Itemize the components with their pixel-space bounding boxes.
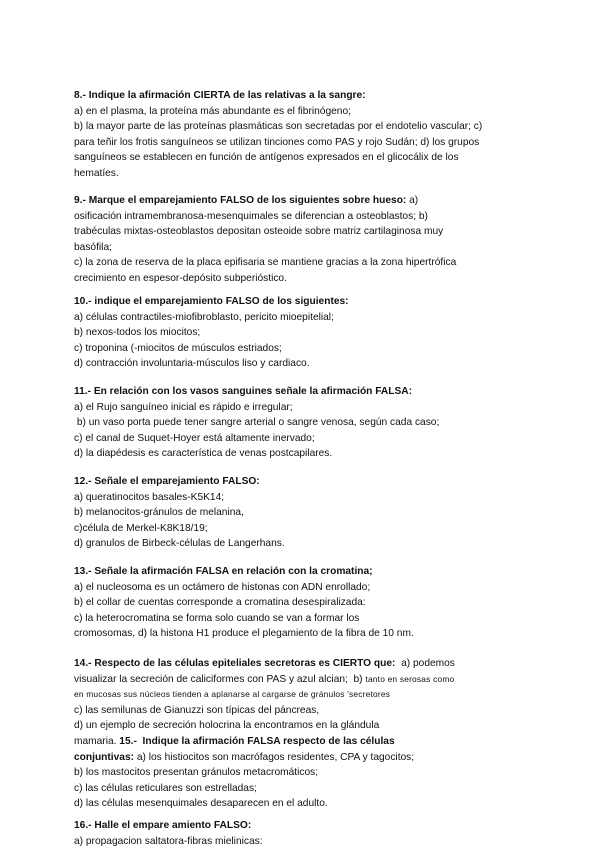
question-9-title-tail: a): [406, 195, 419, 206]
question-13-line: b) el collar de cuentas corresponde a cromatina desespiralizada:: [74, 597, 366, 609]
question-14-line1: visualizar la secreción de caliciformes con PAS y azul alcian; b): [74, 673, 366, 685]
question-16: [74, 818, 544, 849]
question-14: [74, 656, 544, 812]
question-15-title-line: [74, 750, 544, 766]
question-16-title: 16.- Halle el empare amiento FALSO:: [74, 820, 252, 831]
question-14-title-tail: a) podemos: [395, 658, 455, 669]
question-8-line: para teñir los frotis sanguíneos se utilizan tinciones como PAS y rojo Sudán; d) los grupos: [74, 136, 480, 148]
question-11-line: c) el canal de Suquet-Hoyer está altamente inervado;: [74, 432, 315, 444]
question-10-line: a) células contractiles-miofibroblasto, pericito mioepitelial;: [74, 311, 334, 323]
question-8: [74, 88, 544, 182]
question-9-line: c) la zona de reserva de la placa epifisaria se mantiene gracias a la zona hipertrófica: [74, 257, 457, 269]
question-14-line: d) un ejemplo de secreción holocrina la encontramos en la glándula: [74, 720, 380, 732]
question-11: [74, 384, 544, 462]
question-15-title-part1: 15.- Indique la afirmación FALSA respecto de las células: [119, 735, 395, 747]
question-12-title: 12.- Señale el emparejamiento FALSO:: [74, 476, 260, 487]
question-14-line: [74, 672, 544, 688]
question-9-line: trabéculas mixtas-osteoblastos depositan osteoide sobre matriz cartilaginosa muy: [74, 226, 444, 238]
question-9-title: 9.- Marque el emparejamiento FALSO de los siguientes sobre hueso:: [74, 195, 407, 206]
question-11-line: d) la diapédesis es característica de venas postcapilares.: [74, 448, 333, 460]
question-12-line: c)célula de Merkel-K8K18/19;: [74, 522, 208, 534]
question-11-line: b) un vaso porta puede tener sangre arterial o sangre venosa, según cada caso;: [74, 417, 440, 429]
question-15-line: a) los histiocitos son macrófagos residentes, CPA y tagocitos;: [134, 751, 415, 763]
question-14-line: c) las semilunas de Gianuzzi son típicas del páncreas,: [74, 704, 320, 716]
question-10-line: b) nexos-todos los miocitos;: [74, 327, 201, 339]
question-8-line: a) en el plasma, la proteína más abundante es el fibrinógeno;: [74, 105, 351, 117]
question-13-line: c) la heterocromatina se forma solo cuando se van a formar los: [74, 612, 360, 624]
question-10-line: d) contracción involuntaria-músculos liso y cardiaco.: [74, 358, 310, 370]
question-15-title-part2: conjuntivas:: [74, 751, 135, 763]
question-11-title: 11.- En relación con los vasos sanguines señale la afirmación FALSA:: [74, 386, 413, 397]
question-8-line: b) la mayor parte de las proteínas plasmáticas son secretadas por el endotelio vascular; c): [74, 121, 483, 133]
question-13-title: 13.- Señale la afirmación FALSA en relación con la cromatina;: [74, 566, 373, 577]
question-8-line: hematíes.: [74, 167, 119, 179]
question-13-line: cromosomas, d) la histona H1 produce el plegamiento de la fibra de 10 nm.: [74, 628, 414, 640]
question-15-line: d) las células mesenquimales desaparecen en el adulto.: [74, 798, 328, 810]
question-12: [74, 474, 544, 552]
question-14-title-line: [74, 656, 544, 672]
question-11-line: a) el Rujo sanguíneo inicial es rápido e irregular;: [74, 401, 293, 413]
question-14-15-line: [74, 734, 544, 750]
question-10-title: 10.- indique el emparejamiento FALSO de los siguientes:: [74, 296, 349, 307]
question-14-line1-small: tanto en serosas como: [365, 673, 455, 684]
question-12-line: a) queratinocitos basales-K5K14;: [74, 491, 225, 503]
question-9-line: crecimiento en espesor-depósito subperióstico.: [74, 272, 287, 284]
question-8-title: 8.- Indique la afirmación CIERTA de las relativas a la sangre:: [74, 90, 366, 101]
question-14-title: 14.- Respecto de las células epiteliales secretoras es CIERTO que:: [74, 658, 396, 669]
question-9-line: basófila;: [74, 241, 112, 253]
question-8-line: sanguíneos se establecen en función de antígenos expresados en el glicocálix de los: [74, 152, 459, 164]
question-14-line2-small: en mucosas sus núcleos tienden a aplanarse al cargarse de gránulos 'secretores: [74, 689, 391, 700]
question-13: [74, 564, 544, 642]
question-9-line: osificación intramembranosa-mesenquimales se diferencian a osteoblastos; b): [74, 210, 428, 222]
question-16-line: a) propagacion saltatora-fibras mielinicas:: [74, 835, 263, 847]
question-13-line: a) el nucleosoma es un octámero de histonas con ADN enrollado;: [74, 581, 371, 593]
question-9: [74, 193, 544, 287]
question-10-line: c) troponina (-miocitos de músculos estriados;: [74, 342, 282, 354]
question-12-line: b) melanocitos-gránulos de melanina,: [74, 507, 244, 519]
question-14-line5: mamaria.: [74, 735, 120, 747]
question-9-title-line: [74, 193, 544, 209]
question-10: [74, 294, 544, 372]
question-15-line: c) las células reticulares son estrelladas;: [74, 782, 257, 794]
question-12-line: d) granulos de Birbeck-células de Langerhans.: [74, 538, 285, 550]
question-15-line: b) los mastocitos presentan gránulos metacromáticos;: [74, 767, 319, 779]
